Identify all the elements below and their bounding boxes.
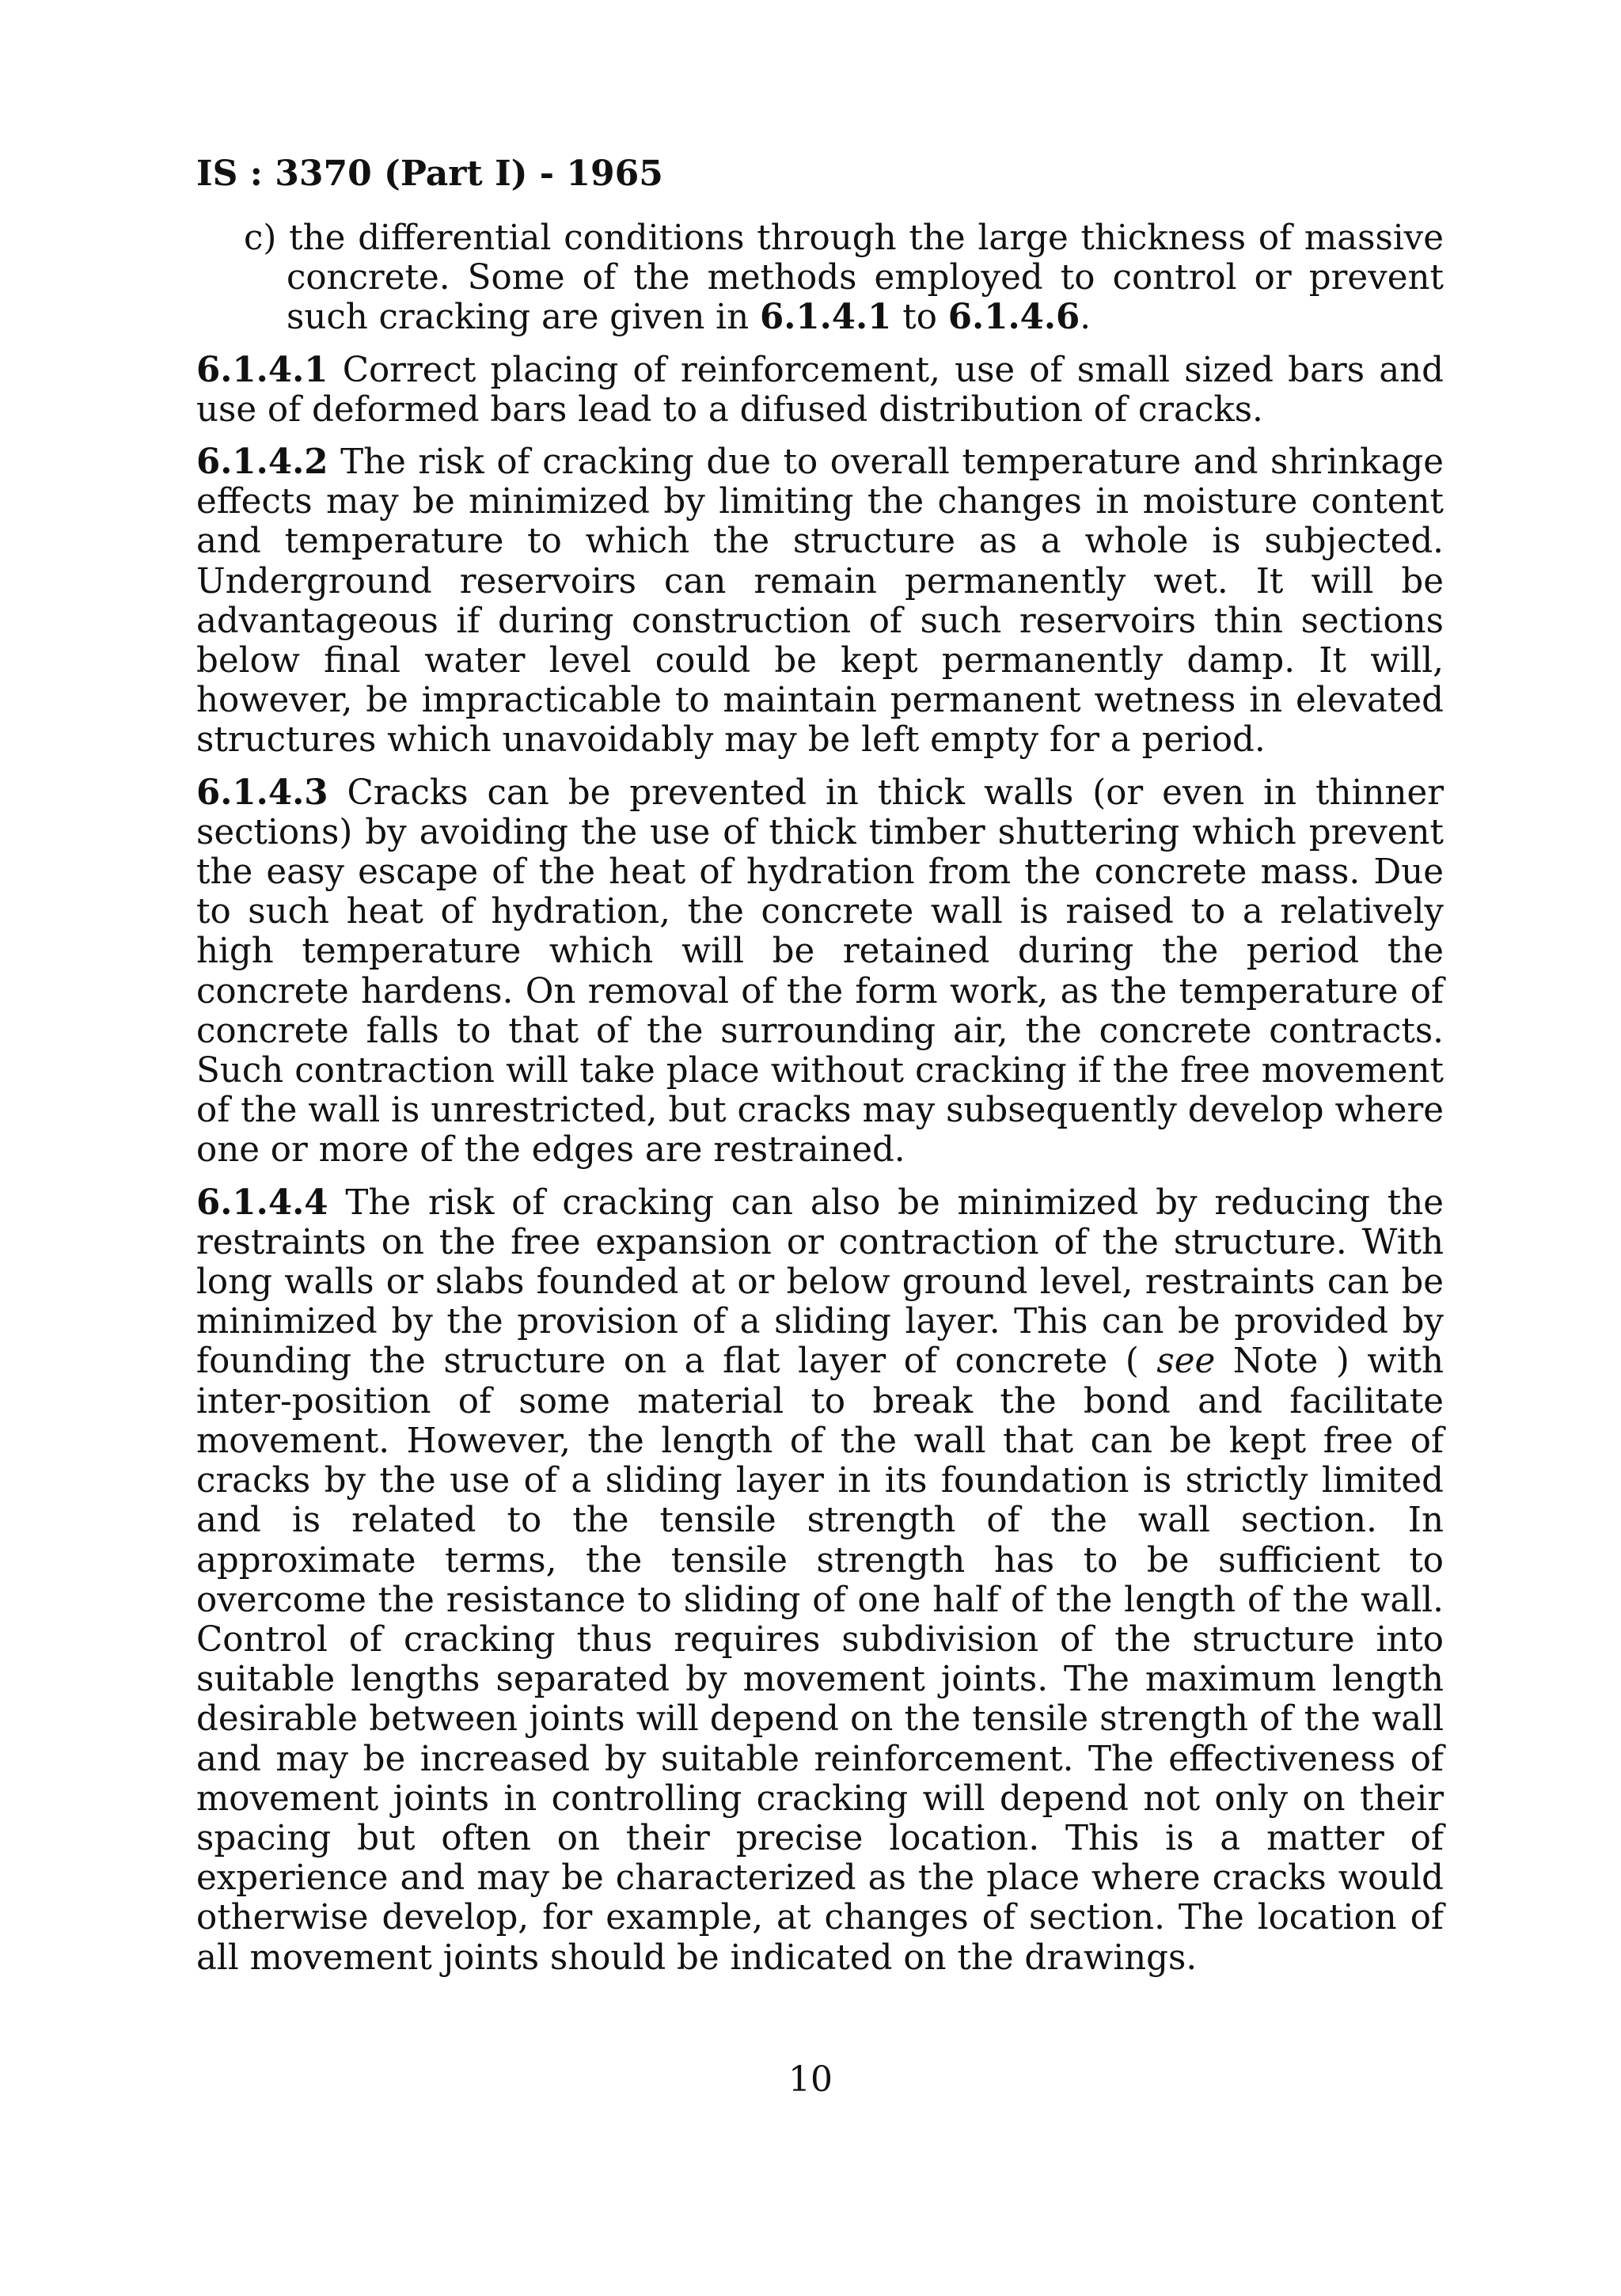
- see-reference: see: [1156, 1342, 1216, 1382]
- punctuation: .: [1080, 298, 1091, 338]
- list-marker: c): [244, 218, 277, 258]
- standard-code-header: IS : 3370 (Part I) - 1965: [196, 154, 663, 194]
- list-item-text: the differential conditions through the large thickness of massive concrete. Some of the methods employed to control or prevent such cracking are given in: [287, 218, 1444, 338]
- clause-6-1-4-3: [196, 773, 1444, 1171]
- list-item-c: [196, 218, 1444, 338]
- connector-text: to: [902, 298, 937, 338]
- clause-number: 6.1.4.1: [196, 349, 328, 390]
- clause-text: Correct placing of reinforcement, use of small sized bars and use of deformed bars lead to a difused distribution of cracks.: [196, 350, 1444, 430]
- clause-text: The risk of cracking can also be minimized by reducing the restraints on the free expansion or contraction of the structure. With long walls or slabs founded at or below ground level, restraints can be minimized by the provision of a sliding layer. This can be provided by founding the structure on a flat layer of concrete (: [196, 1182, 1444, 1382]
- clause-text-continued: Note ) with inter-position of some material to break the bond and facilitate movement. However, the length of the wall that can be kept free of cracks by the use of a sliding layer in its foundation is strictly limited and is related to the tensile strength of the wall section. In approximate terms, the tensile strength has to be sufficient to overcome the resistance to sliding of one half of the length of the wall. Control of cracking thus requires subdivision of the structure into suitable lengths separated by movement joints. The maximum length desirable between joints will depend on the tensile strength of the wall and may be increased by suitable reinforcement. The effectiveness of movement joints in controlling cracking will depend not only on their spacing but often on their precise location. This is a matter of experience and may be characterized as the place where cracks would otherwise develop, for example, at changes of section. The location of all movement joints should be indicated on the drawings.: [196, 1342, 1444, 1978]
- page-body: [196, 150, 1444, 1990]
- clause-reference: 6.1.4.1: [759, 297, 892, 338]
- clause-6-1-4-4: [196, 1183, 1444, 1978]
- clause-6-1-4-1: [196, 351, 1444, 430]
- clause-number: 6.1.4.4: [196, 1182, 328, 1223]
- clause-text: Cracks can be prevented in thick walls (or even in thinner sections) by avoiding the use of thick timber shuttering which prevent the easy escape of the heat of hydration from the concrete mass. Due to such heat of hydration, the concrete wall is raised to a relatively high temperature which will be retained during the period the concrete hardens. On removal of the form work, as the temperature of concrete falls to that of the surrounding air, the concrete contracts. Such contraction will take place without cracking if the free movement of the wall is unrestricted, but cracks may subsequently develop where one or more of the edges are restrained.: [196, 772, 1444, 1171]
- page-number: 10: [788, 2059, 833, 2100]
- clause-reference: 6.1.4.6: [947, 297, 1080, 338]
- clause-6-1-4-2: [196, 442, 1444, 761]
- clause-number: 6.1.4.2: [196, 442, 328, 483]
- clause-number: 6.1.4.3: [196, 772, 328, 813]
- clause-text: The risk of cracking due to overall temperature and shrinkage effects may be minimized by limiting the changes in moisture content and temperature to which the structure as a whole is subjected. Underground reservoirs can remain permanently wet. It will be advantageous if during construction of such reservoirs thin sections below final water level could be kept permanently damp. It will, however, be impracticable to maintain permanent wetness in elevated structures which unavoidably may be left empty for a period.: [196, 442, 1444, 761]
